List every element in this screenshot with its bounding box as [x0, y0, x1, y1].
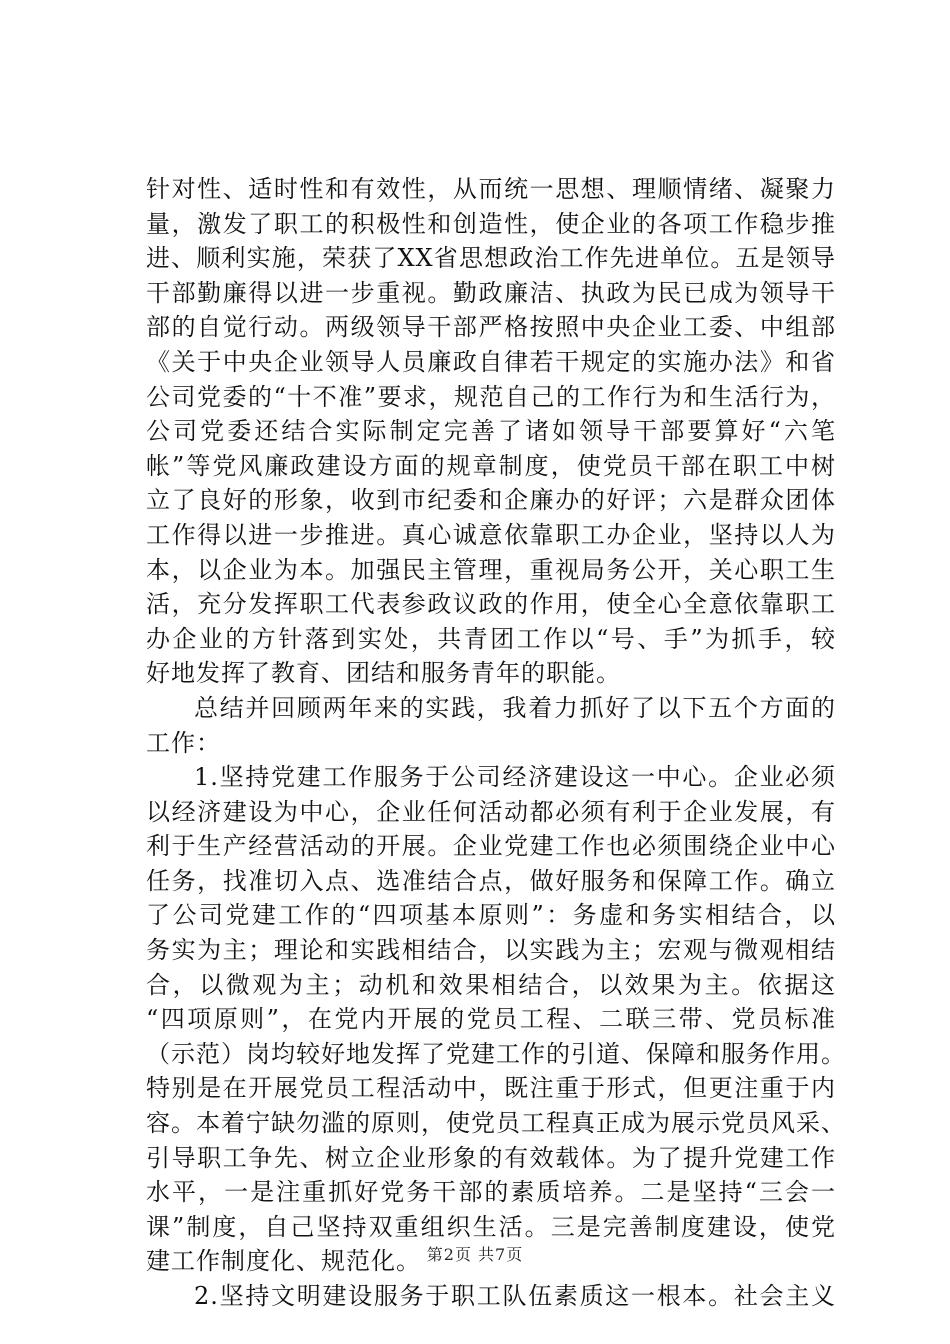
text-line: 工作： [146, 728, 221, 757]
text-line: 务实为主；理论和实践相结合，以实践为主；宏观与微观相结 [146, 936, 836, 965]
text-line: 公司党委还结合实际制定完善了诸如领导干部要算好“六笔 [146, 417, 836, 446]
text-line: 利于生产经营活动的开展。企业党建工作也必须围绕企业中心 [146, 832, 836, 861]
text-line: 水平，一是注重抓好党务干部的素质培养。二是坚持“三会一 [146, 1178, 836, 1207]
text-line: 总结并回顾两年来的实践，我着力抓好了以下五个方面的 [194, 693, 836, 722]
text-line: 干部勤廉得以进一步重视。勤政廉洁、执政为民已成为领导干 [146, 278, 836, 307]
text-line: 进、顺利实施，荣获了XX省思想政治工作先进单位。五是领导 [146, 244, 836, 273]
page-number-footer: 第2页 共7页 [426, 1245, 524, 1264]
document-body [146, 172, 846, 1314]
text-line: 本，以企业为本。加强民主管理，重视局务公开，关心职工生 [146, 555, 836, 584]
text-line: （示范）岗均较好地发挥了党建工作的引道、保障和服务作用。 [146, 1039, 846, 1068]
text-line: 引导职工争先、树立企业形象的有效载体。为了提升党建工作 [146, 1143, 836, 1172]
text-line: 帐”等党风廉政建设方面的规章制度，使党员干部在职工中树 [146, 451, 836, 480]
text-line: 容。本着宁缺勿滥的原则，使党员工程真正成为展示党员风采、 [146, 1109, 846, 1138]
text-line: 办企业的方针落到实处，共青团工作以“号、手”为抓手，较 [146, 624, 836, 653]
text-line: “四项原则”，在党内开展的党员工程、二联三带、党员标准 [146, 1005, 836, 1034]
text-line: 建工作制度化、规范化。 [146, 1247, 421, 1276]
text-line: 课”制度，自己坚持双重组织生活。三是完善制度建设，使党 [146, 1212, 836, 1241]
text-line: 特别是在开展党员工程活动中，既注重于形式，但更注重于内 [146, 1074, 836, 1103]
text-line: 公司党委的“十不准”要求，规范自己的工作行为和生活行为， [146, 382, 836, 411]
text-line: 以经济建设为中心，企业任何活动都必须有利于企业发展，有 [146, 797, 836, 826]
text-line: 了公司党建工作的“四项基本原则”：务虚和务实相结合，以 [146, 901, 836, 930]
text-line: 任务，找准切入点、选准结合点，做好服务和保障工作。确立 [146, 866, 836, 895]
text-line: 1.坚持党建工作服务于公司经济建设这一中心。企业必须 [194, 763, 836, 792]
text-line: 《关于中央企业领导人员廉政自律若干规定的实施办法》和省 [146, 347, 836, 376]
text-line: 针对性、适时性和有效性，从而统一思想、理顺情绪、凝聚力 [146, 175, 836, 203]
text-line: 部的自觉行动。两级领导干部严格按照中央企业工委、中组部 [146, 313, 836, 342]
text-line: 合，以微观为主；动机和效果相结合，以效果为主。依据这 [146, 970, 836, 999]
text-line: 立了良好的形象，收到市纪委和企廉办的好评；六是群众团体 [146, 486, 836, 515]
text-line: 量，激发了职工的积极性和创造性，使企业的各项工作稳步推 [146, 209, 836, 238]
text-line: 活，充分发挥职工代表参政议政的作用，使全心全意依靠职工 [146, 590, 836, 619]
text-line: 2.坚持文明建设服务于职工队伍素质这一根本。社会主义 [194, 1282, 836, 1310]
text-line: 好地发挥了教育、团结和服务青年的职能。 [146, 659, 621, 688]
text-line: 工作得以进一步推进。真心诚意依靠职工办企业，坚持以人为 [146, 520, 836, 549]
